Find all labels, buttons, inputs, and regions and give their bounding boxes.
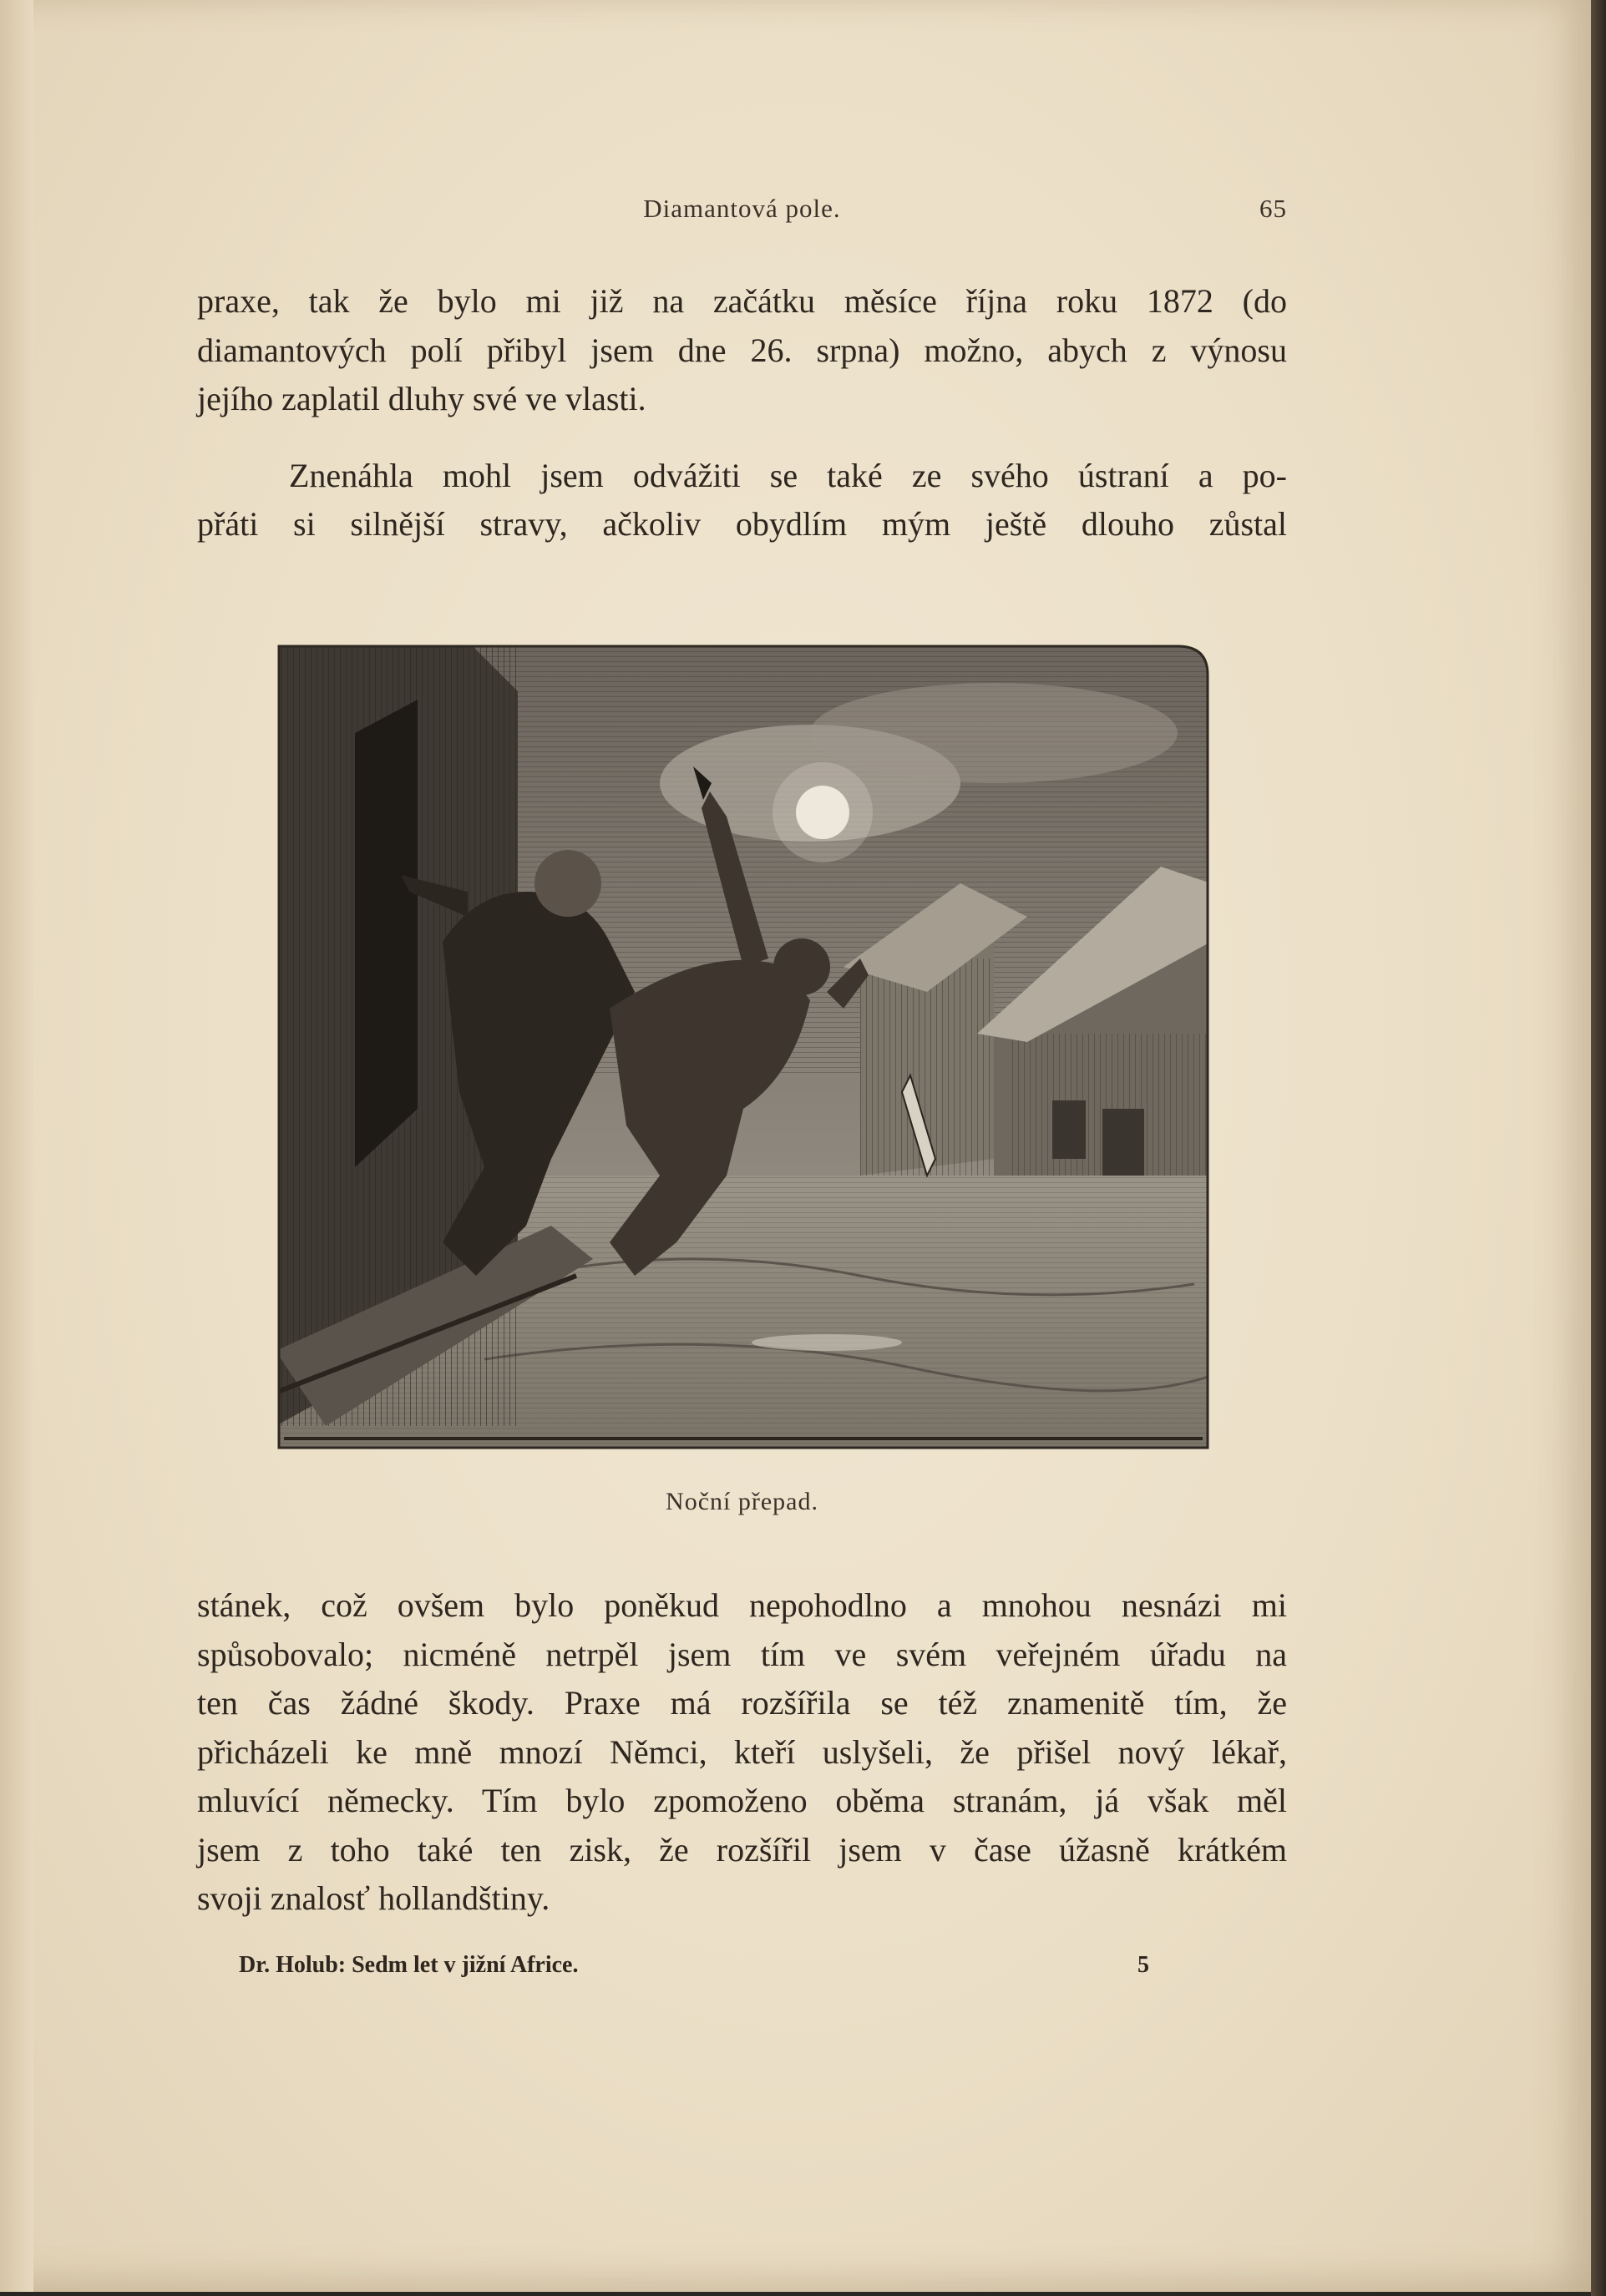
- text-line: spůsobovalo; nicméně netrpěl jsem tím ve svém veřejném úřadu na: [197, 1635, 1287, 1673]
- body-text-bottom: [197, 1581, 1287, 1924]
- running-head: [197, 194, 1287, 230]
- doorway: [355, 700, 418, 1167]
- page-number: 65: [1259, 194, 1287, 223]
- text-line: Znenáhla mohl jsem odvážiti se také ze svého ústraní a po-: [289, 456, 1287, 494]
- page-edge-shadow: [1591, 0, 1606, 2296]
- body-text-top: [197, 277, 1287, 549]
- text-line: přáti si silnější stravy, ačkoliv obydlím mým ještě dlouho zůstal: [197, 505, 1287, 543]
- text-line: jejího zaplatil dluhy své ve vlasti.: [197, 380, 646, 417]
- text-line: praxe, tak že bylo mi již na začátku měsíce října roku 1872 (do: [197, 282, 1287, 320]
- footer-book-title: Dr. Holub: Sedm let v jižní Africe.: [239, 1952, 579, 1978]
- text-line: svoji znalosť hollandštiny.: [197, 1879, 550, 1917]
- text-line: diamantových polí přibyl jsem dne 26. srpna) možno, abych z výnosu: [197, 331, 1287, 369]
- running-title: Diamantová pole.: [643, 194, 841, 223]
- text-line: stánek, což ovšem bylo poněkud nepohodlno a mnohou nesnázi mi: [197, 1586, 1287, 1624]
- text-line: ten čas žádné škody. Praxe má rozšířila se též znamenitě tím, že: [197, 1684, 1287, 1722]
- figure-caption: Noční přepad.: [666, 1488, 818, 1515]
- signature-mark: 5: [1137, 1952, 1149, 1978]
- page-spine-shadow: [0, 0, 33, 2292]
- text-line: mluvící německy. Tím bylo zpomoženo oběma stranám, já však měl: [197, 1782, 1287, 1819]
- text-line: přicházeli ke mně mnozí Němci, kteří uslyšeli, že přišel nový lékař,: [197, 1732, 1287, 1771]
- engraving-night-attack: [276, 641, 1211, 1451]
- text-line: jsem z toho také ten zisk, že rozšířil jsem v čase úžasně krátkém: [197, 1830, 1287, 1869]
- page-footer: [239, 1952, 1149, 1985]
